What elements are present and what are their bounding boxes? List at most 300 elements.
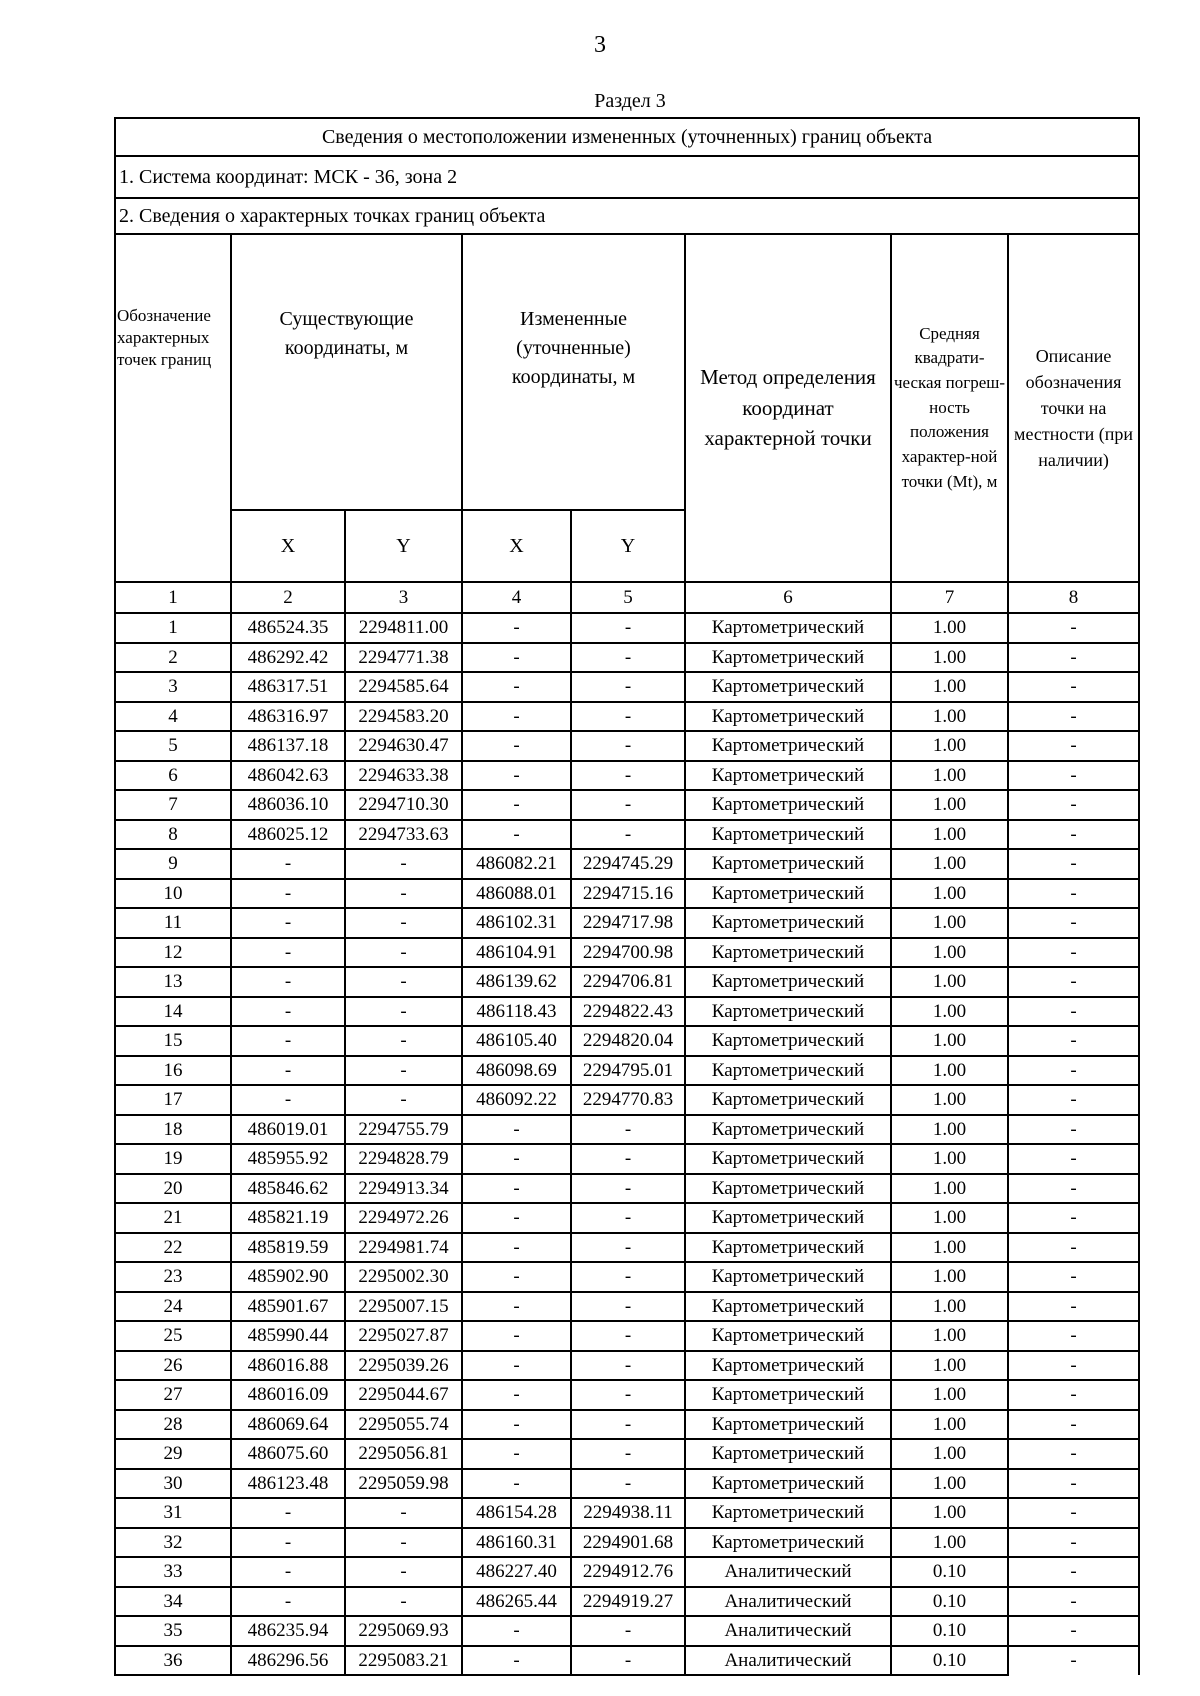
changed-y-cell: -	[571, 1262, 685, 1292]
existing-y-cell: 2294828.79	[345, 1144, 462, 1174]
header-point-designation: Обозначение характерных точек границ	[115, 234, 231, 582]
changed-y-cell: 2294795.01	[571, 1056, 685, 1086]
changed-y-cell: -	[571, 1616, 685, 1646]
changed-y-cell: 2294938.11	[571, 1498, 685, 1528]
existing-x-cell: -	[231, 1056, 345, 1086]
point-number-cell: 28	[115, 1410, 231, 1440]
changed-y-cell: -	[571, 1203, 685, 1233]
existing-y-cell: 2294755.79	[345, 1115, 462, 1145]
description-cell: -	[1008, 820, 1139, 850]
point-number-cell: 35	[115, 1616, 231, 1646]
changed-x-cell: -	[462, 790, 571, 820]
header-changed-y: Y	[571, 510, 685, 582]
changed-x-cell: -	[462, 1439, 571, 1469]
existing-y-cell: -	[345, 849, 462, 879]
rmse-cell: 1.00	[891, 1469, 1008, 1499]
points-heading: 2. Сведения о характерных точках границ объекта	[115, 198, 1139, 234]
changed-y-cell: -	[571, 820, 685, 850]
header-existing-y: Y	[345, 510, 462, 582]
method-cell: Картометрический	[685, 1262, 891, 1292]
rmse-cell: 1.00	[891, 702, 1008, 732]
table-row	[115, 1439, 1139, 1469]
table-row	[115, 1085, 1139, 1115]
description-cell: -	[1008, 672, 1139, 702]
changed-y-cell: -	[571, 1115, 685, 1145]
method-cell: Картометрический	[685, 1410, 891, 1440]
method-cell: Картометрический	[685, 790, 891, 820]
table-row	[115, 1144, 1139, 1174]
rmse-cell: 1.00	[891, 613, 1008, 643]
description-cell: -	[1008, 997, 1139, 1027]
point-number-cell: 9	[115, 849, 231, 879]
description-cell: -	[1008, 1203, 1139, 1233]
method-cell: Аналитический	[685, 1557, 891, 1587]
method-cell: Картометрический	[685, 820, 891, 850]
method-cell: Аналитический	[685, 1587, 891, 1617]
changed-y-cell: -	[571, 731, 685, 761]
existing-x-cell: 486016.88	[231, 1351, 345, 1381]
point-number-cell: 13	[115, 967, 231, 997]
description-cell: -	[1008, 702, 1139, 732]
changed-x-cell: -	[462, 1410, 571, 1440]
table-row	[115, 938, 1139, 968]
rmse-cell: 1.00	[891, 1292, 1008, 1322]
point-number-cell: 18	[115, 1115, 231, 1145]
description-cell: -	[1008, 643, 1139, 673]
description-cell: -	[1008, 1410, 1139, 1440]
existing-y-cell: 2295027.87	[345, 1321, 462, 1351]
changed-y-cell: 2294919.27	[571, 1587, 685, 1617]
existing-x-cell: 486235.94	[231, 1616, 345, 1646]
existing-x-cell: 486042.63	[231, 761, 345, 791]
point-number-cell: 12	[115, 938, 231, 968]
description-cell: -	[1008, 1174, 1139, 1204]
existing-y-cell: -	[345, 938, 462, 968]
method-cell: Картометрический	[685, 702, 891, 732]
table-row	[115, 820, 1139, 850]
existing-y-cell: -	[345, 1587, 462, 1617]
method-cell: Картометрический	[685, 672, 891, 702]
point-number-cell: 29	[115, 1439, 231, 1469]
rmse-cell: 1.00	[891, 1321, 1008, 1351]
description-cell: -	[1008, 1026, 1139, 1056]
existing-y-cell: -	[345, 1557, 462, 1587]
existing-x-cell: 486069.64	[231, 1410, 345, 1440]
existing-x-cell: -	[231, 967, 345, 997]
existing-y-cell: 2294972.26	[345, 1203, 462, 1233]
changed-x-cell: -	[462, 613, 571, 643]
rmse-cell: 1.00	[891, 1439, 1008, 1469]
column-number: 4	[462, 582, 571, 613]
existing-y-cell: -	[345, 1026, 462, 1056]
existing-y-cell: -	[345, 997, 462, 1027]
page-number: 3	[594, 32, 606, 58]
description-cell: -	[1008, 1262, 1139, 1292]
rmse-cell: 1.00	[891, 1528, 1008, 1558]
existing-y-cell: 2295069.93	[345, 1616, 462, 1646]
existing-y-cell: 2295039.26	[345, 1351, 462, 1381]
point-number-cell: 31	[115, 1498, 231, 1528]
method-cell: Картометрический	[685, 1174, 891, 1204]
point-number-cell: 8	[115, 820, 231, 850]
method-cell: Картометрический	[685, 938, 891, 968]
description-cell: -	[1008, 1321, 1139, 1351]
changed-y-cell: -	[571, 1351, 685, 1381]
coordinates-table	[114, 117, 1140, 1676]
point-number-cell: 21	[115, 1203, 231, 1233]
existing-x-cell: 486296.56	[231, 1646, 345, 1676]
point-number-cell: 23	[115, 1262, 231, 1292]
method-cell: Картометрический	[685, 967, 891, 997]
point-number-cell: 27	[115, 1380, 231, 1410]
method-cell: Картометрический	[685, 1115, 891, 1145]
table-row	[115, 1528, 1139, 1558]
changed-y-cell: -	[571, 613, 685, 643]
existing-x-cell: -	[231, 1026, 345, 1056]
rmse-cell: 1.00	[891, 1262, 1008, 1292]
existing-x-cell: 486016.09	[231, 1380, 345, 1410]
existing-y-cell: 2295044.67	[345, 1380, 462, 1410]
method-cell: Аналитический	[685, 1646, 891, 1676]
changed-x-cell: 486104.91	[462, 938, 571, 968]
point-number-cell: 5	[115, 731, 231, 761]
rmse-cell: 0.10	[891, 1616, 1008, 1646]
changed-y-cell: 2294770.83	[571, 1085, 685, 1115]
description-cell: -	[1008, 1233, 1139, 1263]
point-number-cell: 10	[115, 879, 231, 909]
changed-x-cell: -	[462, 1646, 571, 1676]
changed-y-cell: -	[571, 1292, 685, 1322]
existing-x-cell: 486075.60	[231, 1439, 345, 1469]
method-cell: Картометрический	[685, 1351, 891, 1381]
existing-y-cell: 2294585.64	[345, 672, 462, 702]
description-cell: -	[1008, 1469, 1139, 1499]
changed-y-cell: 2294745.29	[571, 849, 685, 879]
existing-y-cell: 2294583.20	[345, 702, 462, 732]
existing-y-cell: -	[345, 908, 462, 938]
changed-x-cell: 486092.22	[462, 1085, 571, 1115]
rmse-cell: 1.00	[891, 849, 1008, 879]
header-changed-x: X	[462, 510, 571, 582]
existing-y-cell: 2295056.81	[345, 1439, 462, 1469]
existing-y-cell: 2294981.74	[345, 1233, 462, 1263]
table-row	[115, 613, 1139, 643]
point-number-cell: 14	[115, 997, 231, 1027]
table-row	[115, 1321, 1139, 1351]
existing-y-cell: 2294771.38	[345, 643, 462, 673]
description-cell: -	[1008, 967, 1139, 997]
changed-y-cell: 2294820.04	[571, 1026, 685, 1056]
changed-x-cell: -	[462, 820, 571, 850]
point-number-cell: 3	[115, 672, 231, 702]
rmse-cell: 1.00	[891, 1351, 1008, 1381]
existing-x-cell: 485846.62	[231, 1174, 345, 1204]
existing-x-cell: 485990.44	[231, 1321, 345, 1351]
changed-x-cell: 486227.40	[462, 1557, 571, 1587]
method-cell: Картометрический	[685, 1144, 891, 1174]
header-changed-coordinates: Измененные (уточненные) координаты, м	[462, 234, 685, 510]
changed-x-cell: 486160.31	[462, 1528, 571, 1558]
changed-x-cell: -	[462, 672, 571, 702]
rmse-cell: 1.00	[891, 1085, 1008, 1115]
rmse-cell: 1.00	[891, 967, 1008, 997]
method-cell: Картометрический	[685, 1469, 891, 1499]
point-number-cell: 6	[115, 761, 231, 791]
existing-x-cell: 485955.92	[231, 1144, 345, 1174]
existing-x-cell: -	[231, 849, 345, 879]
point-number-cell: 22	[115, 1233, 231, 1263]
point-number-cell: 30	[115, 1469, 231, 1499]
header-rmse: Средняя квадрати-ческая погреш-ность положения характер-ной точки (Mt), м	[891, 234, 1008, 582]
existing-x-cell: 485902.90	[231, 1262, 345, 1292]
rmse-cell: 0.10	[891, 1557, 1008, 1587]
existing-x-cell: 485901.67	[231, 1292, 345, 1322]
changed-x-cell: -	[462, 1203, 571, 1233]
existing-x-cell: -	[231, 997, 345, 1027]
existing-x-cell: -	[231, 879, 345, 909]
description-cell: -	[1008, 731, 1139, 761]
existing-x-cell: -	[231, 1557, 345, 1587]
rmse-cell: 1.00	[891, 1410, 1008, 1440]
changed-y-cell: -	[571, 1380, 685, 1410]
column-number: 1	[115, 582, 231, 613]
changed-x-cell: -	[462, 1380, 571, 1410]
existing-x-cell: 486317.51	[231, 672, 345, 702]
table-row	[115, 997, 1139, 1027]
table-row	[115, 1587, 1139, 1617]
table-row	[115, 643, 1139, 673]
rmse-cell: 1.00	[891, 1498, 1008, 1528]
method-cell: Картометрический	[685, 1056, 891, 1086]
existing-y-cell: 2294811.00	[345, 613, 462, 643]
description-cell: -	[1008, 761, 1139, 791]
changed-x-cell: -	[462, 761, 571, 791]
method-cell: Картометрический	[685, 1292, 891, 1322]
method-cell: Картометрический	[685, 731, 891, 761]
changed-y-cell: -	[571, 1233, 685, 1263]
method-cell: Картометрический	[685, 761, 891, 791]
table-row	[115, 849, 1139, 879]
point-number-cell: 33	[115, 1557, 231, 1587]
existing-x-cell: -	[231, 1587, 345, 1617]
table-row	[115, 1233, 1139, 1263]
method-cell: Картометрический	[685, 908, 891, 938]
existing-y-cell: 2294630.47	[345, 731, 462, 761]
table-row	[115, 1262, 1139, 1292]
existing-y-cell: 2295002.30	[345, 1262, 462, 1292]
existing-x-cell: -	[231, 908, 345, 938]
table-row	[115, 1646, 1139, 1676]
method-cell: Картометрический	[685, 1528, 891, 1558]
header-method: Метод определения координат характерной точки	[685, 234, 891, 582]
existing-y-cell: 2295007.15	[345, 1292, 462, 1322]
existing-x-cell: -	[231, 1085, 345, 1115]
changed-y-cell: -	[571, 1469, 685, 1499]
rmse-cell: 1.00	[891, 672, 1008, 702]
existing-x-cell: 486292.42	[231, 643, 345, 673]
point-number-cell: 11	[115, 908, 231, 938]
existing-y-cell: -	[345, 879, 462, 909]
changed-x-cell: 486102.31	[462, 908, 571, 938]
table-row	[115, 1203, 1139, 1233]
changed-y-cell: -	[571, 1174, 685, 1204]
column-number-row	[115, 582, 1139, 613]
table-row	[115, 731, 1139, 761]
description-cell: -	[1008, 1646, 1139, 1676]
changed-y-cell: 2294706.81	[571, 967, 685, 997]
method-cell: Картометрический	[685, 1321, 891, 1351]
method-cell: Картометрический	[685, 849, 891, 879]
table-row	[115, 790, 1139, 820]
changed-x-cell: -	[462, 1174, 571, 1204]
existing-y-cell: 2295059.98	[345, 1469, 462, 1499]
existing-x-cell: -	[231, 1498, 345, 1528]
changed-y-cell: -	[571, 672, 685, 702]
method-cell: Картометрический	[685, 1498, 891, 1528]
rmse-cell: 1.00	[891, 1233, 1008, 1263]
description-cell: -	[1008, 1439, 1139, 1469]
description-cell: -	[1008, 1587, 1139, 1617]
column-number: 8	[1008, 582, 1139, 613]
method-cell: Картометрический	[685, 1233, 891, 1263]
existing-y-cell: 2294710.30	[345, 790, 462, 820]
column-number: 3	[345, 582, 462, 613]
rmse-cell: 1.00	[891, 1203, 1008, 1233]
existing-y-cell: -	[345, 1056, 462, 1086]
header-description: Описание обозначения точки на местности (при наличии)	[1008, 234, 1139, 582]
changed-x-cell: 486098.69	[462, 1056, 571, 1086]
description-cell: -	[1008, 1528, 1139, 1558]
description-cell: -	[1008, 1144, 1139, 1174]
method-cell: Картометрический	[685, 1026, 891, 1056]
table-row	[115, 1056, 1139, 1086]
changed-x-cell: -	[462, 643, 571, 673]
changed-y-cell: 2294822.43	[571, 997, 685, 1027]
rmse-cell: 1.00	[891, 1380, 1008, 1410]
rmse-cell: 1.00	[891, 820, 1008, 850]
rmse-cell: 1.00	[891, 908, 1008, 938]
point-number-cell: 26	[115, 1351, 231, 1381]
changed-x-cell: 486105.40	[462, 1026, 571, 1056]
point-number-cell: 16	[115, 1056, 231, 1086]
rmse-cell: 1.00	[891, 643, 1008, 673]
table-row	[115, 672, 1139, 702]
changed-y-cell: -	[571, 1144, 685, 1174]
point-number-cell: 7	[115, 790, 231, 820]
existing-y-cell: 2294633.38	[345, 761, 462, 791]
point-number-cell: 2	[115, 643, 231, 673]
existing-x-cell: 485821.19	[231, 1203, 345, 1233]
table-row	[115, 1026, 1139, 1056]
point-number-cell: 17	[115, 1085, 231, 1115]
changed-y-cell: 2294912.76	[571, 1557, 685, 1587]
coordinate-system: 1. Система координат: МСК - 36, зона 2	[115, 156, 1139, 198]
point-number-cell: 4	[115, 702, 231, 732]
changed-y-cell: -	[571, 702, 685, 732]
changed-x-cell: -	[462, 1616, 571, 1646]
method-cell: Картометрический	[685, 1439, 891, 1469]
changed-x-cell: 486082.21	[462, 849, 571, 879]
existing-x-cell: 486019.01	[231, 1115, 345, 1145]
rmse-cell: 0.10	[891, 1587, 1008, 1617]
method-cell: Картометрический	[685, 879, 891, 909]
method-cell: Картометрический	[685, 1085, 891, 1115]
description-cell: -	[1008, 1085, 1139, 1115]
table-row	[115, 1380, 1139, 1410]
method-cell: Картометрический	[685, 1203, 891, 1233]
column-number: 2	[231, 582, 345, 613]
method-cell: Картометрический	[685, 613, 891, 643]
changed-y-cell: -	[571, 643, 685, 673]
existing-y-cell: 2295055.74	[345, 1410, 462, 1440]
changed-y-cell: 2294715.16	[571, 879, 685, 909]
existing-x-cell: 485819.59	[231, 1233, 345, 1263]
table-row	[115, 1469, 1139, 1499]
rmse-cell: 0.10	[891, 1646, 1008, 1676]
description-cell: -	[1008, 1380, 1139, 1410]
changed-x-cell: -	[462, 731, 571, 761]
rmse-cell: 1.00	[891, 790, 1008, 820]
changed-y-cell: 2294700.98	[571, 938, 685, 968]
changed-x-cell: -	[462, 1292, 571, 1322]
point-number-cell: 36	[115, 1646, 231, 1676]
existing-y-cell: -	[345, 967, 462, 997]
point-number-cell: 19	[115, 1144, 231, 1174]
existing-x-cell: 486137.18	[231, 731, 345, 761]
description-cell: -	[1008, 790, 1139, 820]
existing-y-cell: 2294733.63	[345, 820, 462, 850]
method-cell: Картометрический	[685, 1380, 891, 1410]
changed-y-cell: -	[571, 790, 685, 820]
changed-y-cell: -	[571, 1321, 685, 1351]
rmse-cell: 1.00	[891, 1115, 1008, 1145]
table-row	[115, 967, 1139, 997]
description-cell: -	[1008, 908, 1139, 938]
point-number-cell: 34	[115, 1587, 231, 1617]
changed-y-cell: 2294901.68	[571, 1528, 685, 1558]
changed-x-cell: -	[462, 1262, 571, 1292]
changed-x-cell: -	[462, 1469, 571, 1499]
existing-y-cell: -	[345, 1498, 462, 1528]
method-cell: Аналитический	[685, 1616, 891, 1646]
changed-y-cell: -	[571, 1646, 685, 1676]
point-number-cell: 32	[115, 1528, 231, 1558]
rmse-cell: 1.00	[891, 731, 1008, 761]
existing-y-cell: -	[345, 1085, 462, 1115]
table-row	[115, 1557, 1139, 1587]
table-row	[115, 1115, 1139, 1145]
changed-x-cell: 486139.62	[462, 967, 571, 997]
table-row	[115, 1292, 1139, 1322]
description-cell: -	[1008, 1616, 1139, 1646]
existing-x-cell: -	[231, 938, 345, 968]
existing-y-cell: -	[345, 1528, 462, 1558]
method-cell: Картометрический	[685, 643, 891, 673]
description-cell: -	[1008, 938, 1139, 968]
rmse-cell: 1.00	[891, 938, 1008, 968]
description-cell: -	[1008, 613, 1139, 643]
existing-x-cell: 486123.48	[231, 1469, 345, 1499]
table-row	[115, 1616, 1139, 1646]
description-cell: -	[1008, 1557, 1139, 1587]
point-number-cell: 24	[115, 1292, 231, 1322]
rmse-cell: 1.00	[891, 1026, 1008, 1056]
description-cell: -	[1008, 1498, 1139, 1528]
table-row	[115, 1498, 1139, 1528]
column-number: 6	[685, 582, 891, 613]
existing-x-cell: 486025.12	[231, 820, 345, 850]
description-cell: -	[1008, 1115, 1139, 1145]
